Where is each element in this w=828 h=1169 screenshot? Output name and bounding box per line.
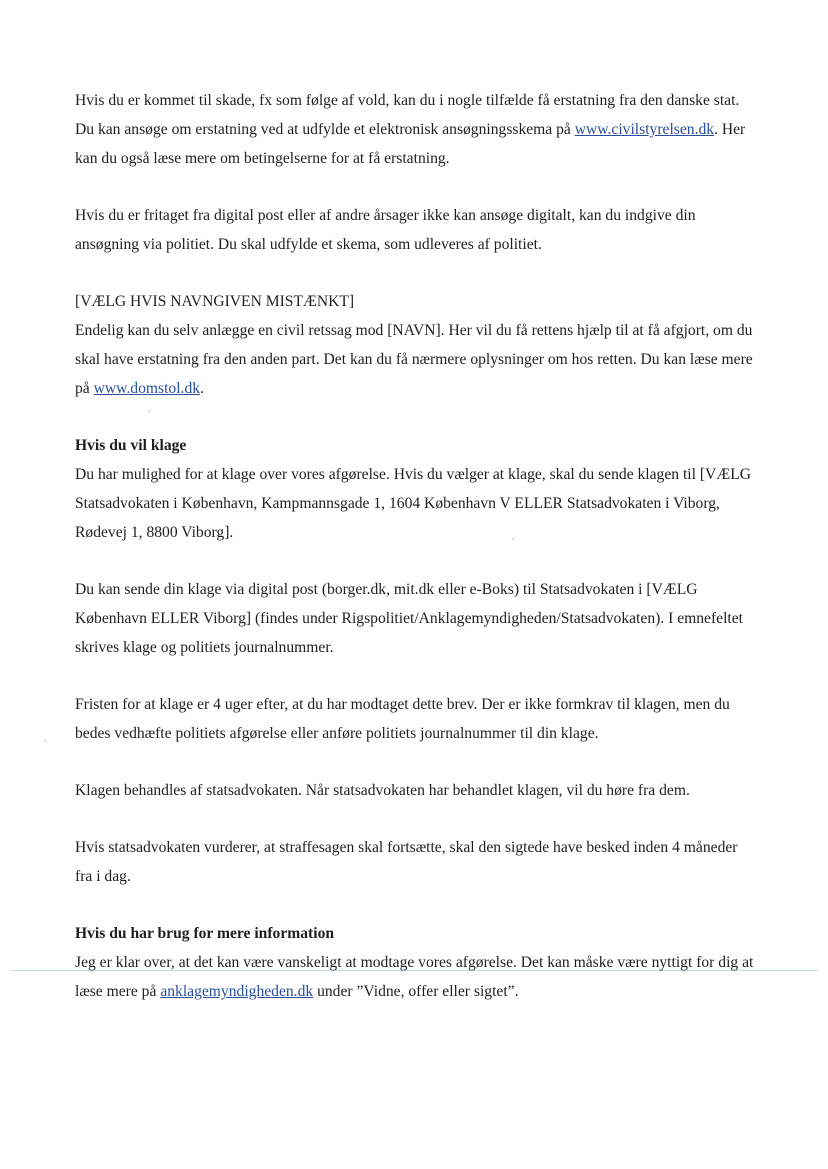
compensation-text: Hvis du er kommet til skade, fx som følge af vold, kan du i nogle tilfælde få erstatning fra den danske stat. Du kan ansøge om erstatning ved at udfylde et elektronisk ansøgningsskema på — [75, 92, 740, 138]
complaint-paragraph-2: Du kan sende din klage via digital post (borger.dk, mit.dk eller e-Boks) til Statsadvokaten i [VÆLG København ELLER Viborg] (findes under Rigspolitiet/Anklagemyndigheden/Statsadvokaten). I emnefeltet skrives klage og politiets journalnummer. — [75, 581, 743, 656]
anklagemyndigheden-link[interactable]: anklagemyndigheden.dk — [160, 983, 314, 1000]
placeholder-instruction: [VÆLG HVIS NAVNGIVEN MISTÆNKT] — [75, 293, 355, 310]
compensation-section — [75, 86, 755, 403]
civilstyrelsen-link[interactable]: www.civilstyrelsen.dk — [574, 121, 715, 138]
compensation-paragraph-1 — [75, 86, 755, 173]
compensation-paragraph-3 — [75, 316, 755, 403]
complaint-paragraph-3: Fristen for at klage er 4 uger efter, at du har modtaget dette brev. Der er ikke formkrav til klagen, men du bedes vedhæfte politiets afgørelse eller anføre politiets journalnummer til din klage. — [75, 696, 730, 742]
domstol-link[interactable]: www.domstol.dk — [93, 380, 201, 397]
complaint-paragraph-1: Du har mulighed for at klage over vores afgørelse. Hvis du vælger at klage, skal du sende klagen til [VÆLG Statsadvokaten i København, Kampmannsgade 1, 1604 København V ELLER Statsadvokaten i Viborg, Rødevej 1, 8800 Viborg]. — [75, 466, 751, 541]
scan-speck — [44, 740, 46, 742]
compensation-paragraph-2: Hvis du er fritaget fra digital post eller af andre årsager ikke kan ansøge digitalt, kan du indgive din ansøgning via politiet. Du skal udfylde et skema, som udleveres af politiet. — [75, 207, 696, 253]
information-text: under ”Vidne, offer eller sigtet”. — [313, 983, 519, 1000]
information-text: Jeg er klar over, at det kan være vanskeligt at modtage vores afgørelse. Det kan måske være nyttigt for dig at læse mere på — [75, 954, 754, 1000]
information-heading: Hvis du har brug for mere information — [75, 925, 335, 942]
civil-case-text: Endelig kan du selv anlægge en civil retssag mod [NAVN]. Her vil du få rettens hjælp til at få afgjort, om du skal have erstatning fra den anden part. Det kan du få nærmere oplysninger om hos retten. Du kan læse mere på — [75, 322, 753, 397]
complaint-paragraph-5: Hvis statsadvokaten vurderer, at straffesagen skal fortsætte, skal den sigtede have besked inden 4 måneder fra i dag. — [75, 839, 738, 885]
letter-page — [75, 86, 755, 1034]
complaint-section — [75, 431, 755, 891]
compensation-text: . Her kan du også læse mere om betingelserne for at få erstatning. — [75, 121, 746, 167]
information-paragraph-1 — [75, 948, 755, 1006]
complaint-heading: Hvis du vil klage — [75, 437, 187, 454]
complaint-paragraph-4: Klagen behandles af statsadvokaten. Når statsadvokaten har behandlet klagen, vil du høre fra dem. — [75, 782, 690, 799]
information-section — [75, 919, 755, 1006]
civil-case-text: . — [200, 380, 204, 397]
